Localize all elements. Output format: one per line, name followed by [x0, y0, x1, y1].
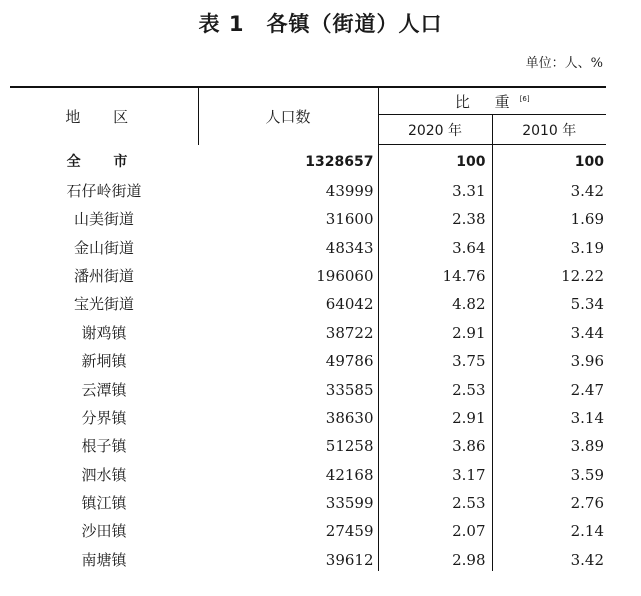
cell-population: 39612	[325, 550, 374, 569]
table-row	[10, 287, 606, 315]
cell-share-2010: 3.96	[492, 344, 606, 372]
population-table	[10, 86, 606, 571]
header-ratio	[378, 87, 606, 115]
table-row	[10, 315, 606, 343]
cell-population: 43999	[325, 181, 374, 200]
cell-share-2010: 2.76	[492, 486, 606, 514]
table-row	[10, 259, 606, 287]
unit-label: 单位：人、%	[525, 56, 603, 71]
cell-population: 33585	[325, 380, 374, 399]
table-row	[10, 486, 606, 514]
cell-share-2010: 3.42	[492, 173, 606, 201]
header-region: 地 区	[10, 87, 198, 145]
table-row-total	[10, 145, 606, 174]
table-row	[10, 230, 606, 258]
cell-region: 镇江镇	[81, 494, 127, 513]
cell-share-2020: 3.64	[378, 230, 492, 258]
cell-population: 1328657	[305, 154, 374, 171]
cell-share-2020: 2.07	[378, 514, 492, 542]
cell-share-2010: 1.69	[492, 202, 606, 230]
cell-population: 49786	[325, 352, 374, 371]
cell-share-2020: 2.38	[378, 202, 492, 230]
cell-population: 196060	[316, 266, 374, 285]
table-row	[10, 372, 606, 400]
header-year-2010: 2010 年	[492, 115, 606, 145]
table-row	[10, 542, 606, 570]
cell-share-2010: 100	[492, 145, 606, 174]
table-row	[10, 202, 606, 230]
table-row	[10, 401, 606, 429]
cell-population: 64042	[325, 295, 374, 314]
header-ratio-label: 比 重	[454, 92, 520, 111]
table-row	[10, 514, 606, 542]
cell-share-2020: 3.31	[378, 173, 492, 201]
cell-share-2010: 3.59	[492, 457, 606, 485]
cell-share-2020: 2.91	[378, 315, 492, 343]
cell-population: 38722	[325, 323, 374, 342]
cell-region: 分界镇	[81, 408, 127, 427]
cell-share-2020: 3.17	[378, 457, 492, 485]
cell-share-2010: 3.89	[492, 429, 606, 457]
cell-share-2020: 14.76	[378, 259, 492, 287]
cell-population: 48343	[325, 238, 374, 257]
cell-region: 新垌镇	[81, 352, 127, 371]
cell-share-2020: 4.82	[378, 287, 492, 315]
cell-region: 全 市	[66, 154, 142, 171]
cell-share-2010: 3.42	[492, 542, 606, 570]
cell-share-2020: 2.91	[378, 401, 492, 429]
cell-share-2010: 5.34	[492, 287, 606, 315]
cell-region: 泗水镇	[81, 465, 127, 484]
cell-region: 潘州街道	[73, 266, 134, 285]
cell-population: 38630	[325, 408, 374, 427]
table-body	[10, 145, 606, 571]
cell-share-2010: 2.47	[492, 372, 606, 400]
cell-population: 33599	[325, 494, 374, 513]
cell-share-2020: 3.75	[378, 344, 492, 372]
cell-share-2020: 3.86	[378, 429, 492, 457]
cell-population: 51258	[325, 437, 374, 456]
cell-share-2020: 2.98	[378, 542, 492, 570]
cell-share-2020: 100	[378, 145, 492, 174]
cell-share-2010: 3.14	[492, 401, 606, 429]
cell-region: 根子镇	[81, 437, 127, 456]
table-row	[10, 457, 606, 485]
cell-region: 谢鸡镇	[81, 323, 127, 342]
cell-share-2010: 12.22	[492, 259, 606, 287]
cell-population: 42168	[325, 465, 374, 484]
cell-region: 金山街道	[73, 238, 134, 257]
cell-region: 石仔岭街道	[66, 181, 142, 200]
cell-share-2020: 2.53	[378, 372, 492, 400]
table-row	[10, 344, 606, 372]
table-row	[10, 173, 606, 201]
cell-share-2020: 2.53	[378, 486, 492, 514]
cell-population: 27459	[325, 522, 374, 541]
header-year-2020: 2020 年	[378, 115, 492, 145]
cell-region: 云潭镇	[81, 380, 127, 399]
cell-share-2010: 3.19	[492, 230, 606, 258]
cell-share-2010: 3.44	[492, 315, 606, 343]
table-row	[10, 429, 606, 457]
cell-share-2010: 2.14	[492, 514, 606, 542]
cell-region: 沙田镇	[81, 522, 127, 541]
cell-population: 31600	[325, 210, 374, 229]
table-title: 表 1 各镇（街道）人口	[198, 12, 443, 36]
header-population: 人口数	[198, 87, 378, 145]
cell-region: 山美街道	[73, 210, 134, 229]
cell-region: 宝光街道	[73, 295, 134, 314]
cell-region: 南塘镇	[81, 550, 127, 569]
header-ratio-note: [6]	[519, 94, 530, 103]
